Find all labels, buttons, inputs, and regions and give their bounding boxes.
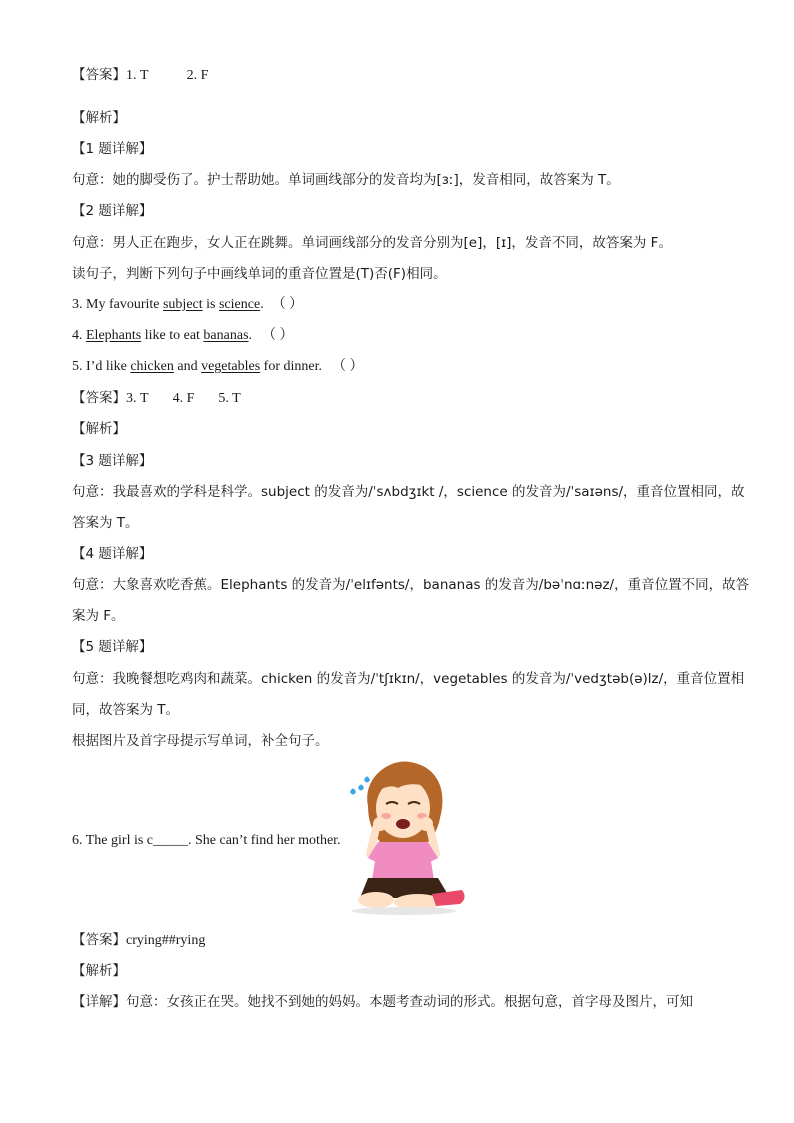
q5-answer-bracket: （ ） — [332, 359, 364, 374]
q3-underlined-word-1: subject — [162, 297, 203, 312]
q2-detail-text: 句意：男人正在跑步，女人正在跳舞。单词画线部分的发音分别为[e]，[ɪ]，发音不同，故答案为 F。 — [72, 235, 672, 251]
analysis-label-6: 【解析】 — [72, 963, 126, 979]
q3-detail-line-1: 句意：我最喜欢的学科是科学。subject 的发音为/ˈsʌbdʒɪkt /，science 的发音为/ˈsaɪəns/，重音位置相同，故 — [72, 484, 745, 500]
answer-6 — [72, 931, 205, 950]
q3-post: . — [260, 297, 264, 312]
q5-underlined-word-2: vegetables — [201, 359, 261, 374]
answer-label: 【答案】 — [72, 67, 126, 83]
detail-6-text: 句意：女孩正在哭。她找不到她的妈妈。本题考查动词的形式。根据句意，首字母及图片，可知 — [126, 994, 693, 1010]
analysis-label-1-2: 【解析】 — [72, 110, 126, 126]
answer-6-value: crying##rying — [126, 933, 206, 948]
q5-pre: 5. I’d like — [72, 359, 131, 374]
q2-detail-label: 【2 题详解】 — [72, 203, 153, 219]
answer-5: 5. T — [218, 391, 241, 406]
q1-detail-text: 句意：她的脚受伤了。护士帮助她。单词画线部分的发音均为[ɜː]，发音相同，故答案为 T。 — [72, 172, 620, 188]
answer-label: 【答案】 — [72, 932, 126, 948]
answer-2: 2. F — [186, 68, 209, 83]
q4-underlined-word-1: Elephants — [86, 328, 142, 343]
answer-4: 4. F — [172, 391, 195, 406]
q5-detail-line-2: 同，故答案为 T。 — [72, 702, 180, 718]
detail-6-label: 【详解】 — [72, 994, 126, 1010]
q4-answer-bracket: （ ） — [262, 328, 294, 343]
answer-label: 【答案】 — [72, 390, 126, 406]
answer-1: 1. T — [126, 68, 149, 83]
q4-pre: 4. — [72, 328, 86, 343]
q3-sentence — [72, 296, 303, 314]
instruction-fill: 根据图片及首字母提示写单词，补全句子。 — [72, 733, 329, 749]
q1-detail-label: 【1 题详解】 — [72, 141, 153, 157]
q4-detail-line-1: 句意：大象喜欢吃香蕉。Elephants 的发音为/ˈelɪfənts/，bananas 的发音为/bəˈnɑːnəz/，重音位置不同，故答 — [72, 577, 750, 593]
q5-post: for dinner. — [260, 359, 322, 374]
q5-sentence — [72, 358, 364, 376]
q3-answer-bracket: （ ） — [271, 297, 304, 312]
detail-6 — [72, 993, 693, 1011]
q4-detail-label: 【4 题详解】 — [72, 546, 153, 562]
q5-underlined-word-1: chicken — [130, 359, 174, 374]
q4-underlined-word-2: bananas — [203, 328, 249, 343]
q4-sentence — [72, 327, 294, 345]
analysis-label-3-5: 【解析】 — [72, 421, 126, 437]
q3-mid: is — [202, 297, 219, 312]
crying-girl-illustration — [340, 758, 470, 916]
q3-pre: 3. My favourite — [72, 297, 163, 312]
instruction-stress: 读句子，判断下列句子中画线单词的重音位置是(T)否(F)相同。 — [72, 266, 447, 282]
q3-detail-label: 【3 题详解】 — [72, 453, 153, 469]
q3-detail-line-2: 答案为 T。 — [72, 515, 139, 531]
answer-3: 3. T — [126, 391, 149, 406]
q3-underlined-word-2: science — [218, 297, 261, 312]
q5-detail-line-1: 句意：我晚餐想吃鸡肉和蔬菜。chicken 的发音为/ˈtʃɪkɪn/，vegetables 的发音为/ˈvedʒtəb(ə)lz/，重音位置相 — [72, 671, 745, 687]
q5-detail-label: 【5 题详解】 — [72, 639, 153, 655]
q6-sentence: 6. The girl is c_____. She can’t find her mother. — [72, 833, 341, 848]
q5-mid: and — [173, 359, 202, 374]
q4-mid: like to eat — [141, 328, 204, 343]
q4-post: . — [248, 328, 253, 343]
q4-detail-line-2: 案为 F。 — [72, 608, 125, 624]
answer-1-2 — [72, 66, 208, 85]
answer-3-5 — [72, 389, 241, 408]
